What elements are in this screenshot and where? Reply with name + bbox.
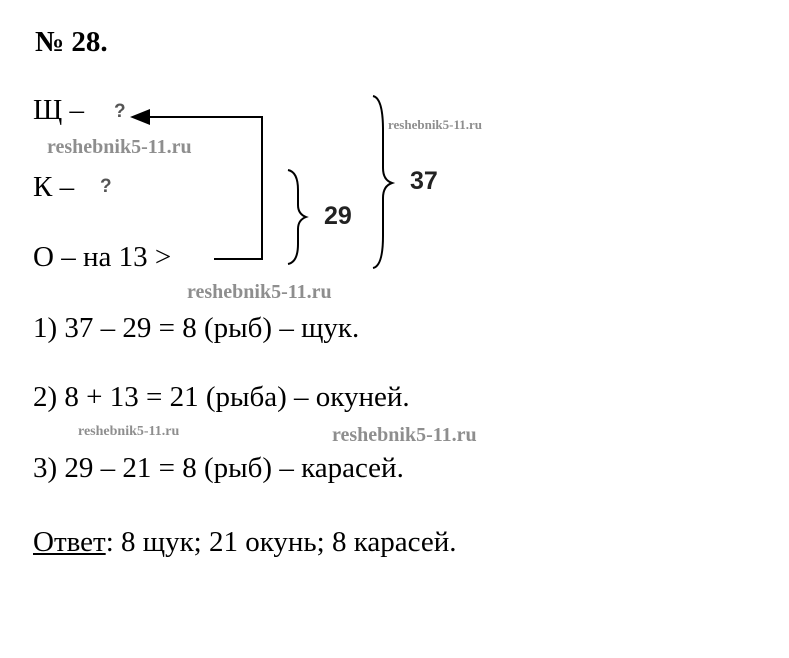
answer-label: Ответ (33, 526, 106, 558)
pike-unknown-mark: ? (114, 101, 126, 122)
problem-number: № 28. (35, 26, 108, 58)
answer-line (33, 526, 456, 559)
brace-29-icon (288, 170, 306, 264)
pike-label: Щ – (33, 94, 85, 126)
arrow-head-icon (130, 109, 150, 125)
step-2: 2) 8 + 13 = 21 (рыба) – окуней. (33, 381, 410, 413)
watermark: reshebnik5-11.ru (388, 117, 483, 132)
step-3: 3) 29 – 21 = 8 (рыб) – карасей. (33, 452, 404, 484)
watermark: reshebnik5-11.ru (47, 136, 192, 158)
step-1: 1) 37 – 29 = 8 (рыб) – щук. (33, 312, 360, 344)
watermark: reshebnik5-11.ru (187, 281, 332, 303)
total-all-value: 37 (410, 167, 438, 195)
watermark: reshebnik5-11.ru (332, 424, 477, 446)
perch-label: О – на 13 > (33, 241, 172, 273)
crucian-label: К – (33, 171, 75, 203)
total-two-value: 29 (324, 202, 352, 230)
watermark: reshebnik5-11.ru (78, 424, 180, 439)
crucian-unknown-mark: ? (100, 176, 112, 197)
answer-text: : 8 щук; 21 окунь; 8 карасей. (105, 526, 457, 558)
